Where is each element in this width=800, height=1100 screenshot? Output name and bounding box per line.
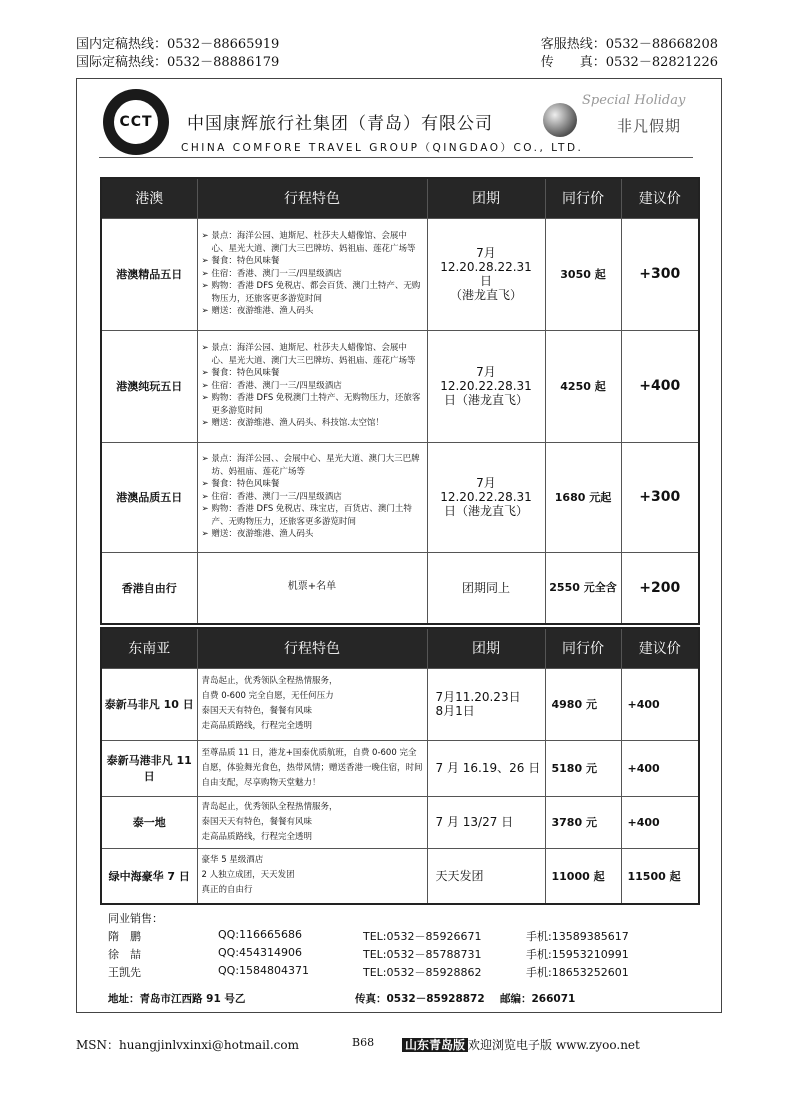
domestic-hotlines [76,36,279,72]
route-dates: 天天发团 [427,848,545,904]
table-row [101,848,699,904]
suggest-price: +400 [621,330,699,442]
service-hotlines [541,36,718,72]
intl-hotline: 国际定稿热线：0532－88886179 [76,55,280,70]
header-divider [99,157,693,158]
domestic-hotline: 国内定稿热线：0532－88665919 [76,37,280,52]
trade-price: 2550 元全含 [545,552,621,624]
route-dates: 7月 12.20.22.28.31 日（港龙直飞） [427,330,545,442]
table-row [101,796,699,848]
route-features: ➢ 景点：海洋公园、、会展中心、星光大道、澳门大三巴牌坊、妈祖庙、莲花广场等 ➢ 餐食：特色风味餐 ➢ 住宿：香港、澳门一三/四星级酒店 ➢ 购物：香港 DFS 免税店、珠宝店，百货店、澳门土特产、无购物压力，还旅客更多游览时间 ➢ 赠送：夜游维港、渔人码头 [197,442,427,552]
brand-cn: 非凡假期 [617,117,682,135]
hkmacau-table [100,177,700,625]
route-dates: 7 月 16.19、26 日 [427,740,545,796]
footer-msn: MSN：huangjinlvxinxi@hotmail.com [76,1038,299,1052]
route-name: 泰新马非凡 10 日 [101,668,197,740]
route-name: 香港自由行 [101,552,197,624]
route-features: 豪华 5 星级酒店 2 人独立成团，天天发团 真正的自由行 [197,848,427,904]
col-features: 行程特色 [197,628,427,668]
route-name: 泰新马港非凡 11 日 [101,740,197,796]
col-suggest-price: 建议价 [621,628,699,668]
route-features: ➢ 景点：海洋公园、迪斯尼、杜莎夫人蜡像馆、会展中心、星光大道、澳门大三巴牌坊、妈祖庙、莲花广场等 ➢ 餐食：特色风味餐 ➢ 住宿：香港、澳门一三/四星级酒店 ➢ 购物：香港 DFS 免税澳门土特产、无购物压力，还旅客更多游览时间 ➢ 赠送：夜游维港、渔人码头、科技馆.太空馆！ [197,330,427,442]
trade-price: 11000 起 [545,848,621,904]
company-name-cn: 中国康辉旅行社集团（青岛）有限公司 [187,114,493,134]
col-region: 港澳 [101,178,197,218]
sales-title: 同业销售： [108,912,163,925]
brand-en: Special Holiday [582,93,686,108]
route-dates: 7月 12.20.22.28.31 日（港龙直飞） [427,442,545,552]
route-features: 机票+名单 [197,552,427,624]
page-number: B68 [352,1036,375,1049]
col-trade-price: 同行价 [545,178,621,218]
trade-price: 4250 起 [545,330,621,442]
route-features: 至尊品质 11 日，港龙+国泰优质航班，自费 0-600 完全自愿，体验舞光食色，热带风情；赠送香港一晚住宿，时间自由支配，尽享购物天堂魅力！ [197,740,427,796]
route-dates: 7月11.20.23日 8月1日 [427,668,545,740]
route-dates: 7月 12.20.28.22.31 日 （港龙直飞） [427,218,545,330]
route-dates: 7 月 13/27 日 [427,796,545,848]
route-features: ➢ 景点：海洋公园、迪斯尼、杜莎夫人蜡像馆、会展中心、星光大道、澳门大三巴牌坊、妈祖庙、莲花广场等 ➢ 餐食：特色风味餐 ➢ 住宿：香港、澳门一三/四星级酒店 ➢ 购物：香港 DFS 免税店、都会百货、澳门土特产、无购物压力，还旅客更多游览时间 ➢ 赠送：夜游维港、渔人码头 [197,218,427,330]
route-name: 泰一地 [101,796,197,848]
col-dates: 团期 [427,628,545,668]
footer-welcome: 山东青岛版 欢迎浏览电子版 www.zyoo.net [402,1036,640,1053]
trade-price: 3050 起 [545,218,621,330]
table-row [101,668,699,740]
trade-price: 5180 元 [545,740,621,796]
trade-price: 1680 元起 [545,442,621,552]
postcode: 邮编：266071 [500,993,576,1005]
suggest-price: +400 [621,796,699,848]
suggest-price: +300 [621,442,699,552]
table-header-row [101,178,699,218]
route-name: 港澳品质五日 [101,442,197,552]
suggest-price: 11500 起 [621,848,699,904]
suggest-price: +400 [621,740,699,796]
col-features: 行程特色 [197,178,427,218]
table-row [101,330,699,442]
table-row [101,218,699,330]
table-row [101,552,699,624]
fax: 传真：0532－85928872 [355,993,485,1005]
suggest-price: +200 [621,552,699,624]
sea-table [100,627,700,905]
table-row [101,740,699,796]
col-trade-price: 同行价 [545,628,621,668]
trade-price: 4980 元 [545,668,621,740]
company-name-en: CHINA COMFORE TRAVEL GROUP（QINGDAO）CO., LTD. [181,142,584,154]
table-header-row [101,628,699,668]
special-holiday-globe-icon [543,103,577,137]
col-region: 东南亚 [101,628,197,668]
cct-logo-icon: CCT [103,89,169,155]
table-row [101,442,699,552]
suggest-price: +400 [621,668,699,740]
col-suggest-price: 建议价 [621,178,699,218]
address: 地址：青岛市江西路 91 号乙 [108,993,246,1005]
route-name: 港澳精品五日 [101,218,197,330]
route-name: 港澳纯玩五日 [101,330,197,442]
edition-badge: 山东青岛版 [402,1038,468,1052]
service-hotline: 客服热线：0532－88668208 [540,37,718,52]
trade-price: 3780 元 [545,796,621,848]
suggest-price: +300 [621,218,699,330]
fax-line: 传 真：0532－82821226 [540,55,718,70]
col-dates: 团期 [427,178,545,218]
route-features: 青岛起止，优秀领队全程热情服务， 泰国天天有特色，餐餐有风味 走高品质路线，行程完全透明 [197,796,427,848]
route-features: 青岛起止，优秀领队全程热情服务， 自费 0-600 完全自愿，无任何压力 泰国天天有特色，餐餐有风味 走高品质路线，行程完全透明 [197,668,427,740]
route-dates: 团期同上 [427,552,545,624]
route-name: 绿中海豪华 7 日 [101,848,197,904]
